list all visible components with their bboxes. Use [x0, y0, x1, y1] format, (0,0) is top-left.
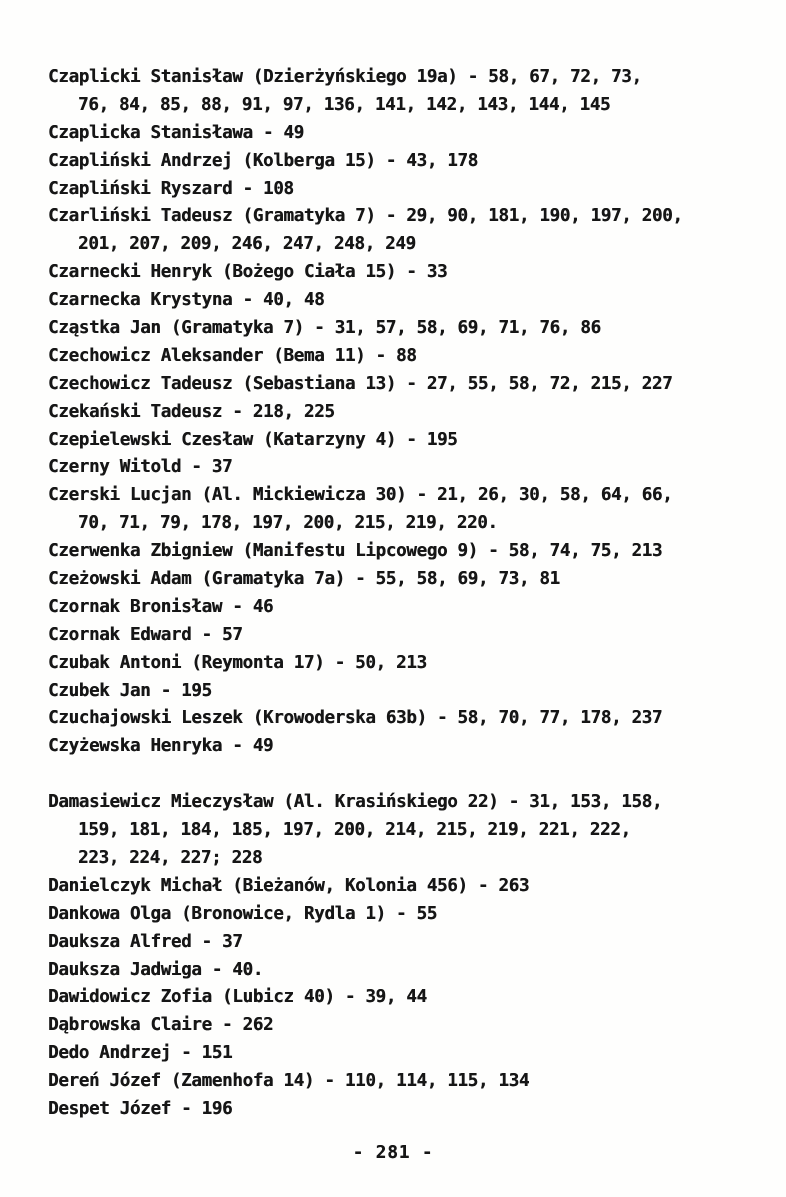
- index-line: 70, 71, 79, 178, 197, 200, 215, 219, 220.: [78, 513, 498, 534]
- index-line: Czechowicz Tadeusz (Sebastiana 13) - 27, 55, 58, 72, 215, 227: [48, 373, 673, 394]
- index-line: Czyżewska Henryka - 49: [48, 736, 274, 757]
- index-line: Danielczyk Michał (Bieżanów, Kolonia 456) - 263: [48, 875, 530, 896]
- index-line: Czubek Jan - 195: [48, 680, 212, 701]
- index-line: [48, 761, 758, 789]
- index-line: Dawidowicz Zofia (Lubicz 40) - 39, 44: [48, 987, 427, 1008]
- index-line: Czuchajowski Leszek (Krowoderska 63b) - 58, 70, 77, 178, 237: [48, 708, 663, 729]
- index-line: Czechowicz Aleksander (Bema 11) - 88: [48, 345, 417, 366]
- index-line: Cząstka Jan (Gramatyka 7) - 31, 57, 58, 69, 71, 76, 86: [48, 318, 601, 339]
- index-line: Czarnecka Krystyna - 40, 48: [48, 290, 325, 311]
- index-line: Czapliński Ryszard - 108: [48, 178, 294, 199]
- index-line: Dedo Andrzej - 151: [48, 1043, 233, 1064]
- index-line: Czarnecki Henryk (Bożego Ciała 15) - 33: [48, 262, 448, 283]
- index-line: Czaplicka Stanisława - 49: [48, 122, 304, 143]
- index-line: Czeżowski Adam (Gramatyka 7a) - 55, 58, 69, 73, 81: [48, 569, 560, 590]
- index-line: Czarliński Tadeusz (Gramatyka 7) - 29, 90, 181, 190, 197, 200,: [48, 206, 683, 227]
- index-line: Dąbrowska Claire - 262: [48, 1015, 274, 1036]
- index-line: 76, 84, 85, 88, 91, 97, 136, 141, 142, 143, 144, 145: [78, 94, 611, 115]
- index-line: Czornak Edward - 57: [48, 624, 243, 645]
- index-line: 159, 181, 184, 185, 197, 200, 214, 215, 219, 221, 222,: [78, 820, 631, 841]
- index-line: Czubak Antoni (Reymonta 17) - 50, 213: [48, 652, 427, 673]
- index-line: Czerwenka Zbigniew (Manifestu Lipcowego 9) - 58, 74, 75, 213: [48, 541, 663, 562]
- index-line: Czekański Tadeusz - 218, 225: [48, 401, 335, 422]
- page-number: - 281 -: [352, 1143, 434, 1163]
- index-line: Dauksza Jadwiga - 40.: [48, 959, 263, 980]
- index-line: Czornak Bronisław - 46: [48, 596, 274, 617]
- index-line: Dankowa Olga (Bronowice, Rydla 1) - 55: [48, 903, 437, 924]
- index-line: Czerny Witold - 37: [48, 457, 233, 478]
- index-line: Czaplicki Stanisław (Dzierżyńskiego 19a) - 58, 67, 72, 73,: [48, 67, 642, 87]
- index-line: Despet Józef - 196: [48, 1098, 233, 1119]
- index-line: Damasiewicz Mieczysław (Al. Krasińskiego 22) - 31, 153, 158,: [48, 792, 663, 813]
- index-line: 223, 224, 227; 228: [78, 847, 263, 868]
- index-line: Czerski Lucjan (Al. Mickiewicza 30) - 21, 26, 30, 58, 64, 66,: [48, 485, 673, 506]
- index-line: Dauksza Alfred - 37: [48, 931, 243, 952]
- index-text-block: [48, 64, 758, 1124]
- index-line: Dereń Józef (Zamenhofa 14) - 110, 114, 115, 134: [48, 1071, 530, 1092]
- index-line: Czepielewski Czesław (Katarzyny 4) - 195: [48, 429, 458, 450]
- index-line: 201, 207, 209, 246, 247, 248, 249: [78, 234, 416, 255]
- index-line: Czapliński Andrzej (Kolberga 15) - 43, 178: [48, 150, 478, 171]
